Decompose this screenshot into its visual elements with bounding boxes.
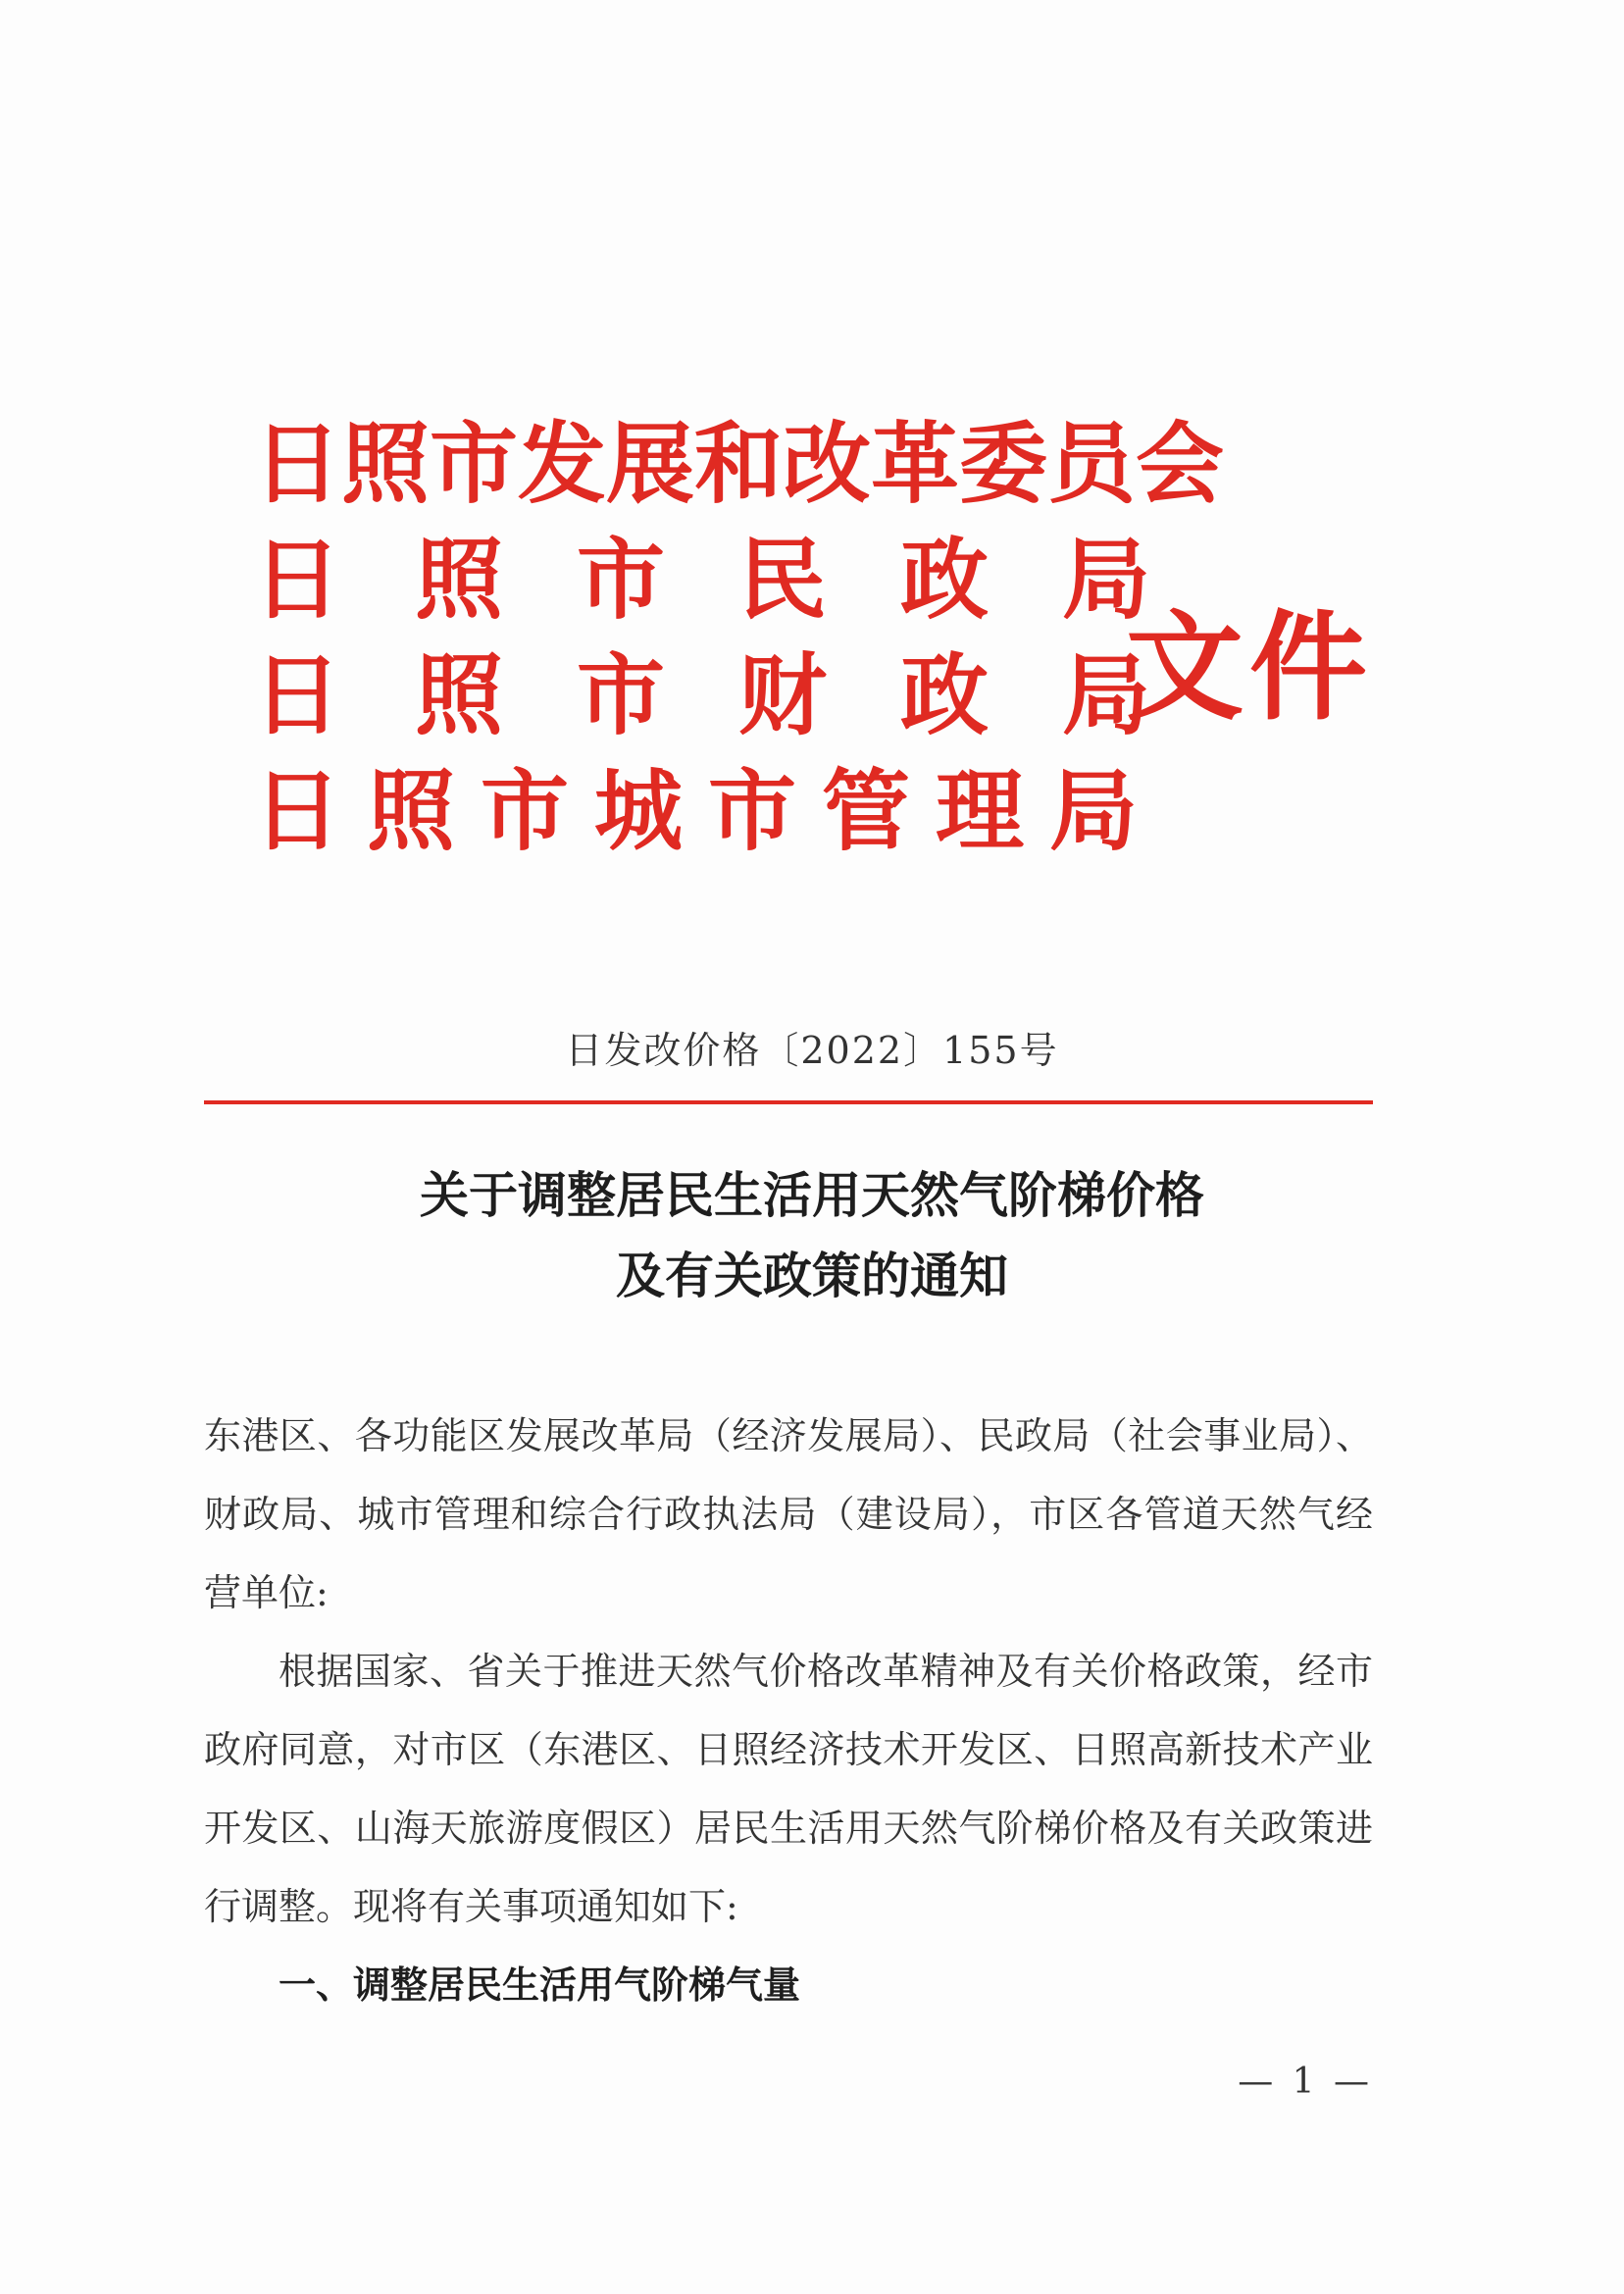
body-paragraph: 根据国家、省关于推进天然气价格改革精神及有关价格政策，经市政府同意，对市区（东港区、日照经济技术开发区、日照高新技术产业开发区、山海天旅游度假区）居民生活用天然气阶梯价格及有关政策进行调整。现将有关事项通知如下:	[204, 1650, 1373, 1928]
document-body	[204, 1397, 1373, 2024]
document-title-line-1: 关于调整居民生活用天然气阶梯价格	[420, 1167, 1204, 1224]
issuer-block	[253, 407, 1224, 870]
page-number: — 1 —	[1238, 2062, 1373, 2102]
document-type-label: 文件	[1126, 600, 1373, 737]
issuer-civil-affairs: 日照市民政局	[253, 529, 1224, 632]
document-title-line-2: 及有关政策的通知	[616, 1248, 1008, 1304]
issuer-urban-management: 日照市城市管理局	[253, 760, 1163, 863]
issuer-finance: 日照市财政局	[253, 644, 1224, 747]
addressee-paragraph: 东港区、各功能区发展改革局（经济发展局）、民政局（社会事业局）、财政局、城市管理和综合行政执法局（建设局），市区各管道天然气经营单位:	[204, 1414, 1373, 1614]
header-divider-rule	[204, 1100, 1373, 1104]
issuer-ndrc: 日照市发展和改革委员会	[253, 413, 1224, 516]
document-number: 日发改价格〔2022〕155号	[565, 1029, 1059, 1072]
section-heading: 一、调整居民生活用气阶梯气量	[279, 1963, 801, 2007]
